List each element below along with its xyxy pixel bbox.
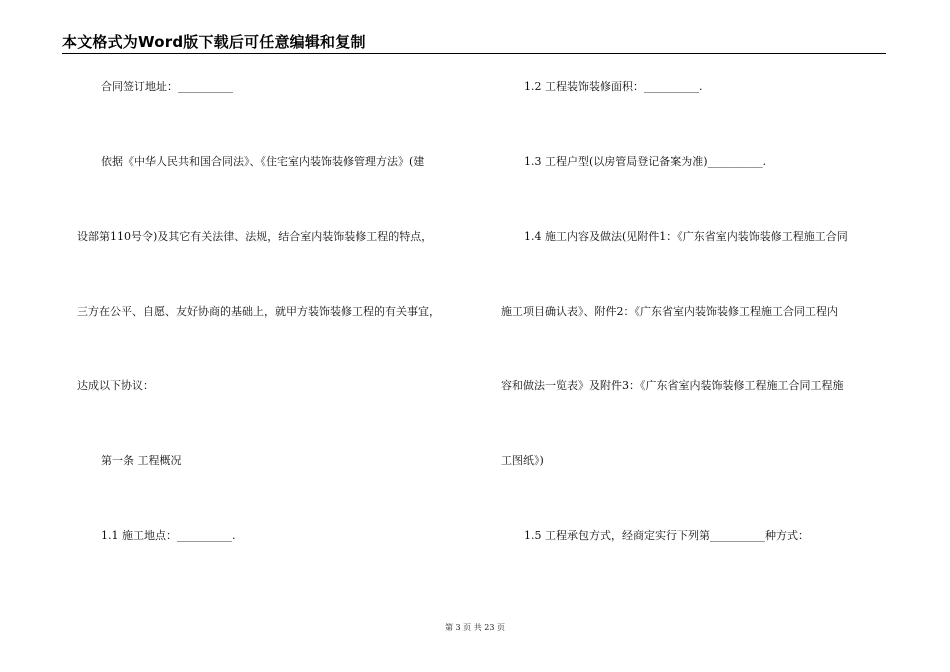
decoration-area-line: 1.2 工程装饰装修面积：__________. [524, 80, 703, 93]
left-para-line-1: 依据《中华人民共和国合同法》、《住宅室内装饰装修管理方法》(建 [101, 155, 425, 168]
page-number-footer: 第 3 页 共 23 页 [445, 623, 505, 632]
left-para-line-3: 三方在公平、自愿、友好协商的基础上，就甲方装饰装修工程的有关事宜， [77, 305, 440, 318]
contract-signing-address: 合同签订地址：__________ [101, 80, 233, 93]
contract-method-line: 1.5 工程承包方式，经商定实行下列第__________种方式： [524, 529, 809, 542]
right-para-line-4: 工图纸》) [501, 454, 544, 467]
left-para-line-2: 设部第110号令)及其它有关法律、法规，结合室内装饰装修工程的特点， [77, 230, 433, 243]
right-para-line-1: 1.4 施工内容及做法(见附件1：《广东省室内装饰装修工程施工合同 [524, 230, 848, 243]
house-type-line: 1.3 工程户型(以房管局登记备案为准)__________. [524, 155, 767, 168]
header-divider [62, 53, 886, 54]
right-para-line-3: 容和做法一览表》及附件3：《广东省室内装饰装修工程施工合同工程施 [501, 379, 844, 392]
construction-site-line: 1.1 施工地点：__________. [101, 529, 236, 542]
left-para-line-4: 达成以下协议： [77, 379, 154, 392]
document-header-title: 本文格式为Word版下载后可任意编辑和复制 [62, 33, 366, 51]
right-para-line-2: 施工项目确认表》、附件2：《广东省室内装饰装修工程施工合同工程内 [501, 305, 838, 318]
article-one-heading: 第一条 工程概况 [101, 454, 182, 467]
